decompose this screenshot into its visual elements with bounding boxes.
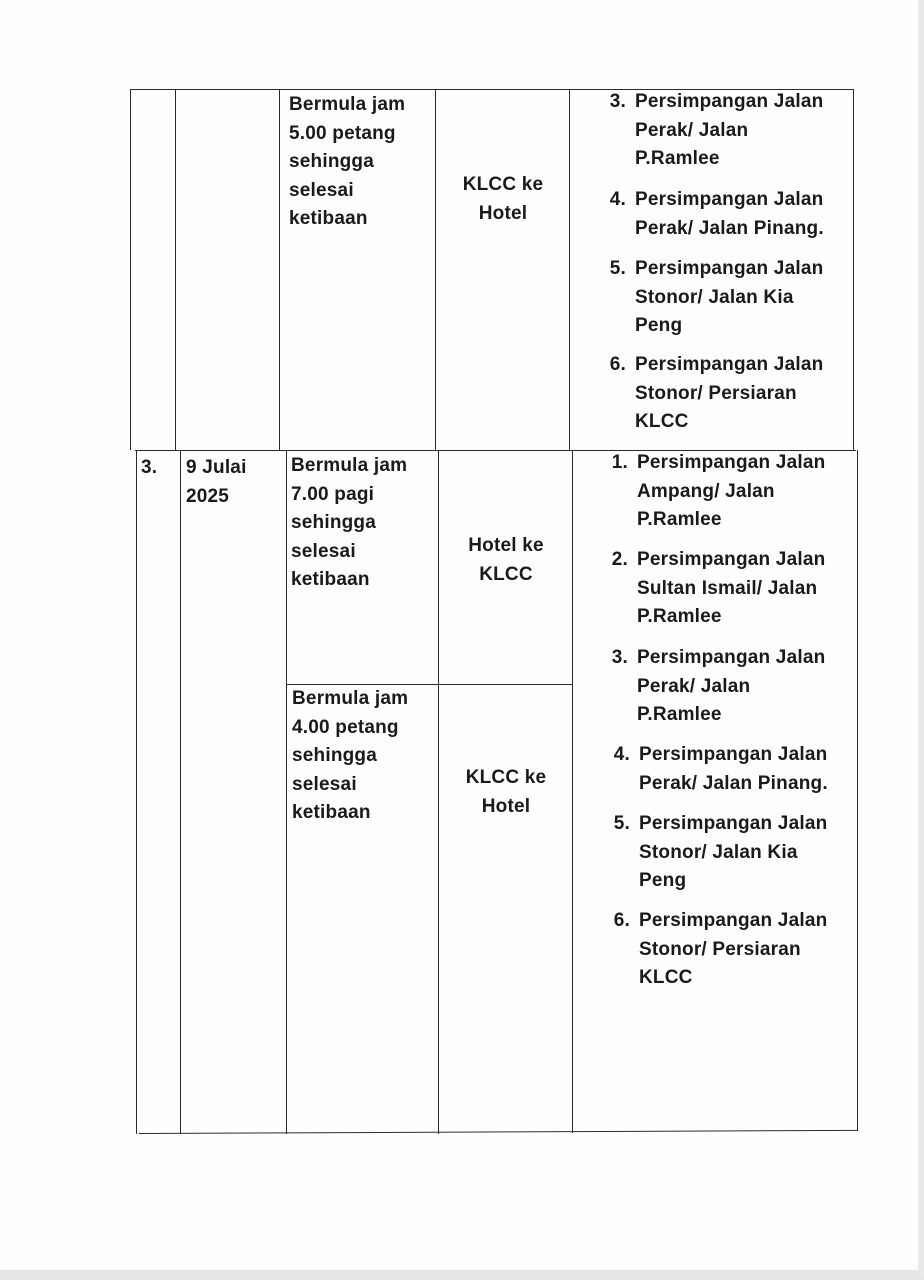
route-text: Persimpangan Jalan Stonor/ Jalan Kia Peng bbox=[639, 813, 828, 891]
route-text: Persimpangan Jalan Stonor/ Persiaran KLCC bbox=[635, 354, 824, 432]
route-text: Persimpangan Jalan Perak/ Jalan P.Ramlee bbox=[637, 647, 826, 725]
route-number: 6. bbox=[613, 910, 630, 931]
route-number: 2. bbox=[611, 549, 628, 570]
col-line-1b bbox=[136, 450, 137, 1134]
route-number: 3. bbox=[609, 91, 626, 112]
direction-cell: KLCC ke Hotel bbox=[462, 174, 544, 224]
route-number: 5. bbox=[613, 813, 630, 834]
date-cell: 9 Julai 2025 bbox=[186, 457, 247, 507]
col-line-4 bbox=[435, 89, 436, 450]
col-line-6b bbox=[857, 450, 858, 1131]
col-line-5 bbox=[569, 89, 570, 450]
route-number: 4. bbox=[613, 744, 630, 765]
time-cell: Bermula jam 4.00 petang sehingga selesai ketibaan bbox=[292, 688, 409, 823]
direction-cell: KLCC ke Hotel bbox=[465, 767, 547, 817]
route-text: Persimpangan Jalan Sultan Ismail/ Jalan P.Ramlee bbox=[637, 549, 826, 627]
col-line-2 bbox=[175, 89, 176, 450]
col-line-6 bbox=[853, 89, 854, 450]
col-line-2b bbox=[180, 450, 181, 1134]
col-line-1 bbox=[130, 89, 131, 450]
route-number: 5. bbox=[609, 258, 626, 279]
time-cell: Bermula jam 7.00 pagi sehingga selesai ketibaan bbox=[291, 455, 408, 590]
route-number: 6. bbox=[609, 354, 626, 375]
time-cell: Bermula jam 5.00 petang sehingga selesai ketibaan bbox=[289, 94, 406, 229]
col-line-3 bbox=[279, 89, 280, 450]
col-line-4b bbox=[438, 450, 439, 1134]
route-text: Persimpangan Jalan Perak/ Jalan Pinang. bbox=[639, 744, 828, 794]
direction-cell: Hotel ke KLCC bbox=[468, 535, 544, 585]
route-text: Persimpangan Jalan Stonor/ Jalan Kia Peng bbox=[635, 258, 824, 336]
col-line-5b bbox=[572, 450, 573, 1133]
route-text: Persimpangan Jalan Perak/ Jalan Pinang. bbox=[635, 189, 824, 239]
route-text: Persimpangan Jalan Ampang/ Jalan P.Ramlee bbox=[637, 452, 826, 530]
route-number: 3. bbox=[611, 647, 628, 668]
route-text: Persimpangan Jalan Perak/ Jalan P.Ramlee bbox=[635, 91, 824, 169]
route-number: 4. bbox=[609, 189, 626, 210]
row-number-cell: 3. bbox=[141, 457, 158, 478]
route-number: 1. bbox=[611, 452, 628, 473]
col-line-3b bbox=[286, 450, 287, 1134]
route-text: Persimpangan Jalan Stonor/ Persiaran KLCC bbox=[639, 910, 828, 988]
